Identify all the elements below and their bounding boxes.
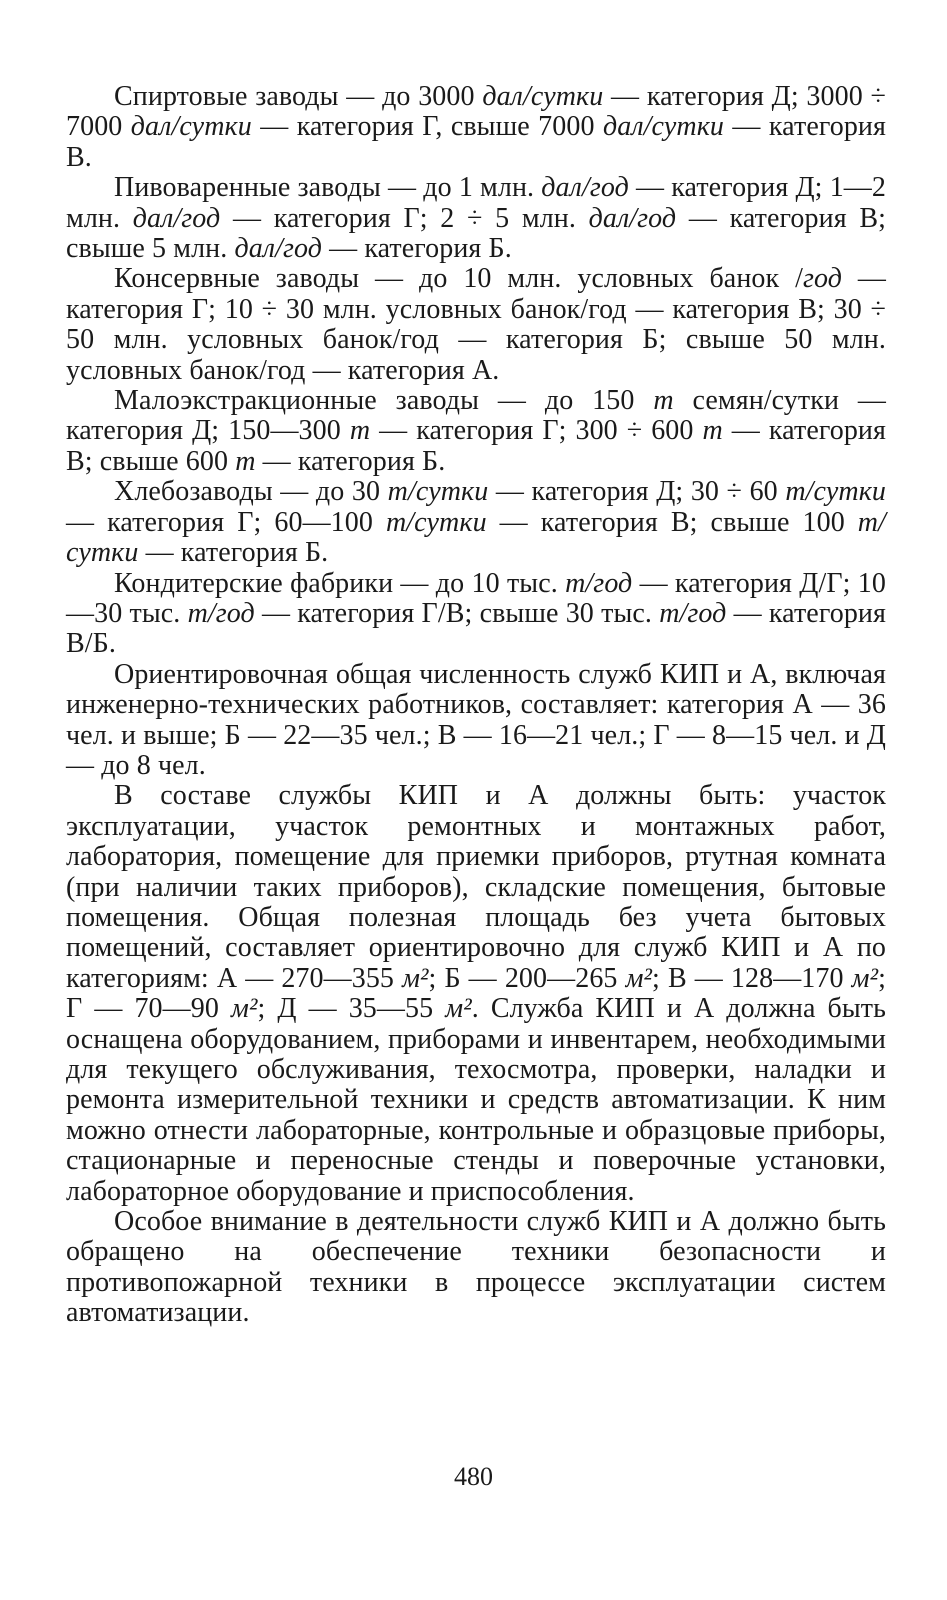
- paragraph-canneries: [66, 264, 886, 386]
- italic-unit-run: м²: [445, 993, 472, 1025]
- text-run: Малоэкстракционные заводы — до 150: [114, 385, 654, 417]
- text-run: Особое внимание в деятельности служб КИП и А должно быть обращено на обеспечение техники безопасности и противопожарной техники в процессе эксплуатации систем автоматизации.: [66, 1206, 886, 1329]
- italic-unit-run: дал/год: [588, 202, 677, 234]
- italic-unit-run: дал/сутки: [130, 111, 252, 143]
- text-run: ; Д — 35—55: [257, 993, 446, 1025]
- italic-unit-run: т/год: [659, 597, 727, 629]
- italic-unit-run: м²: [402, 962, 429, 994]
- italic-unit-run: т/год: [187, 597, 255, 629]
- text-run: В составе службы КИП и А должны быть: участок эксплуатации, участок ремонтных и монтажных работ, лаборатория, помещение для приемки приборов, ртутная комната (при наличии таких приборов), складские помещения, бытовые помещения. Общая полезная площадь без учета бытовых помещений, составляет ориентировочно для служб КИП и А по категориям: А — 270—355: [66, 780, 886, 994]
- italic-unit-run: т/сутки: [385, 506, 487, 538]
- text-run: Ориентировочная общая численность служб КИП и А, включая инженерно-технических работников, составляет: категория А — 36 чел. и выше; Б — 22—35 чел.; В — 16—21 чел.; Г — 8—15 чел. и Д — до 8 чел.: [66, 658, 886, 781]
- italic-unit-run: т/сутки: [66, 506, 886, 569]
- paragraph-safety: [66, 1207, 886, 1329]
- text-run: — категория В.: [66, 111, 886, 173]
- text-run: — категория Б.: [322, 233, 512, 265]
- text-run: Хлебозаводы — до 30: [114, 476, 388, 508]
- text-run: ; Б — 200—265: [428, 962, 626, 994]
- italic-unit-run: т: [653, 385, 674, 417]
- italic-unit-run: год: [802, 263, 843, 295]
- text-run: — категория Г, свыше 7000: [251, 111, 603, 143]
- text-run: — категория Г; 300 ÷ 600: [370, 415, 703, 447]
- paragraph-breweries: [66, 173, 886, 264]
- text-run: Пивоваренные заводы — до 1 млн.: [114, 172, 542, 204]
- italic-unit-run: т/сутки: [785, 476, 887, 508]
- text-run: — категория Д; 1—2 млн.: [66, 172, 886, 234]
- text-run: ; Г — 70—90: [66, 962, 886, 1025]
- text-run: — категория В; свыше 600: [66, 415, 886, 477]
- text-run: — категория В; свыше 5 млн.: [66, 202, 886, 265]
- text-run: ; В — 128—170: [652, 962, 852, 994]
- text-run: — категория В; свыше 100: [486, 506, 858, 538]
- text-run: Консервные заводы — до 10 млн. условных банок /: [114, 263, 803, 295]
- text-run: . Служба КИП и А должна быть оснащена оборудованием, приборами и инвентарем, необходимыми для текущего обслуживания, техосмотра, проверки, наладки и ремонта измерительной техники и средств автоматизации. К ним можно отнести лабораторные, контрольные и образцовые приборы, стационарные и переносные стенды и поверочные установки, лабораторное оборудование и приспособления.: [66, 993, 886, 1207]
- italic-unit-run: т: [702, 415, 723, 447]
- italic-unit-run: м²: [851, 962, 879, 994]
- text-run: — категория Б.: [138, 537, 329, 569]
- paragraph-oil-extraction-plants: [66, 386, 886, 477]
- paragraph-service-composition: [66, 781, 886, 1207]
- text-run: — категория Д; 30 ÷ 60: [488, 476, 786, 508]
- paragraph-distilleries: [66, 82, 886, 173]
- text-run: Кондитерские фабрики — до 10 тыс.: [114, 567, 566, 599]
- text-run: — категория Г; 60—100: [66, 506, 386, 538]
- paragraph-bakeries: [66, 477, 886, 568]
- page-number: 480: [454, 1462, 493, 1491]
- paragraph-staff-numbers: [66, 660, 886, 782]
- italic-unit-run: дал/сутки: [602, 111, 725, 143]
- text-run: Спиртовые заводы — до 3000: [114, 81, 483, 112]
- italic-unit-run: т/год: [565, 567, 633, 599]
- text-run: — категория Г; 2 ÷ 5 млн.: [220, 202, 589, 234]
- paragraph-confectionery-factories: [66, 569, 886, 660]
- italic-unit-run: т: [235, 445, 256, 477]
- text-run: — категория Г; 10 ÷ 30 млн. условных банок/год — категория В; 30 ÷ 50 млн. условных банок/год — категория Б; свыше 50 млн. условных банок/год — категория А.: [66, 263, 886, 386]
- italic-unit-run: дал/год: [234, 233, 323, 265]
- italic-unit-run: дал/сутки: [482, 81, 604, 112]
- text-run: — категория Б.: [255, 445, 446, 477]
- text-run: — категория Д/Г; 10—30 тыс.: [66, 567, 886, 629]
- text-run: — категория Г/В; свыше 30 тыс.: [254, 597, 660, 629]
- text-run: — категория В/Б.: [66, 597, 886, 660]
- text-run: семян/сутки — категория Д; 150—300: [66, 385, 886, 447]
- italic-unit-run: м²: [625, 962, 653, 994]
- page-body: [66, 82, 886, 1329]
- italic-unit-run: м²: [230, 993, 258, 1025]
- text-run: — категория Д; 3000 ÷ 7000: [66, 81, 886, 143]
- italic-unit-run: т/сутки: [387, 476, 489, 508]
- italic-unit-run: дал/год: [132, 202, 221, 234]
- italic-unit-run: т: [349, 415, 371, 447]
- italic-unit-run: дал/год: [541, 172, 629, 204]
